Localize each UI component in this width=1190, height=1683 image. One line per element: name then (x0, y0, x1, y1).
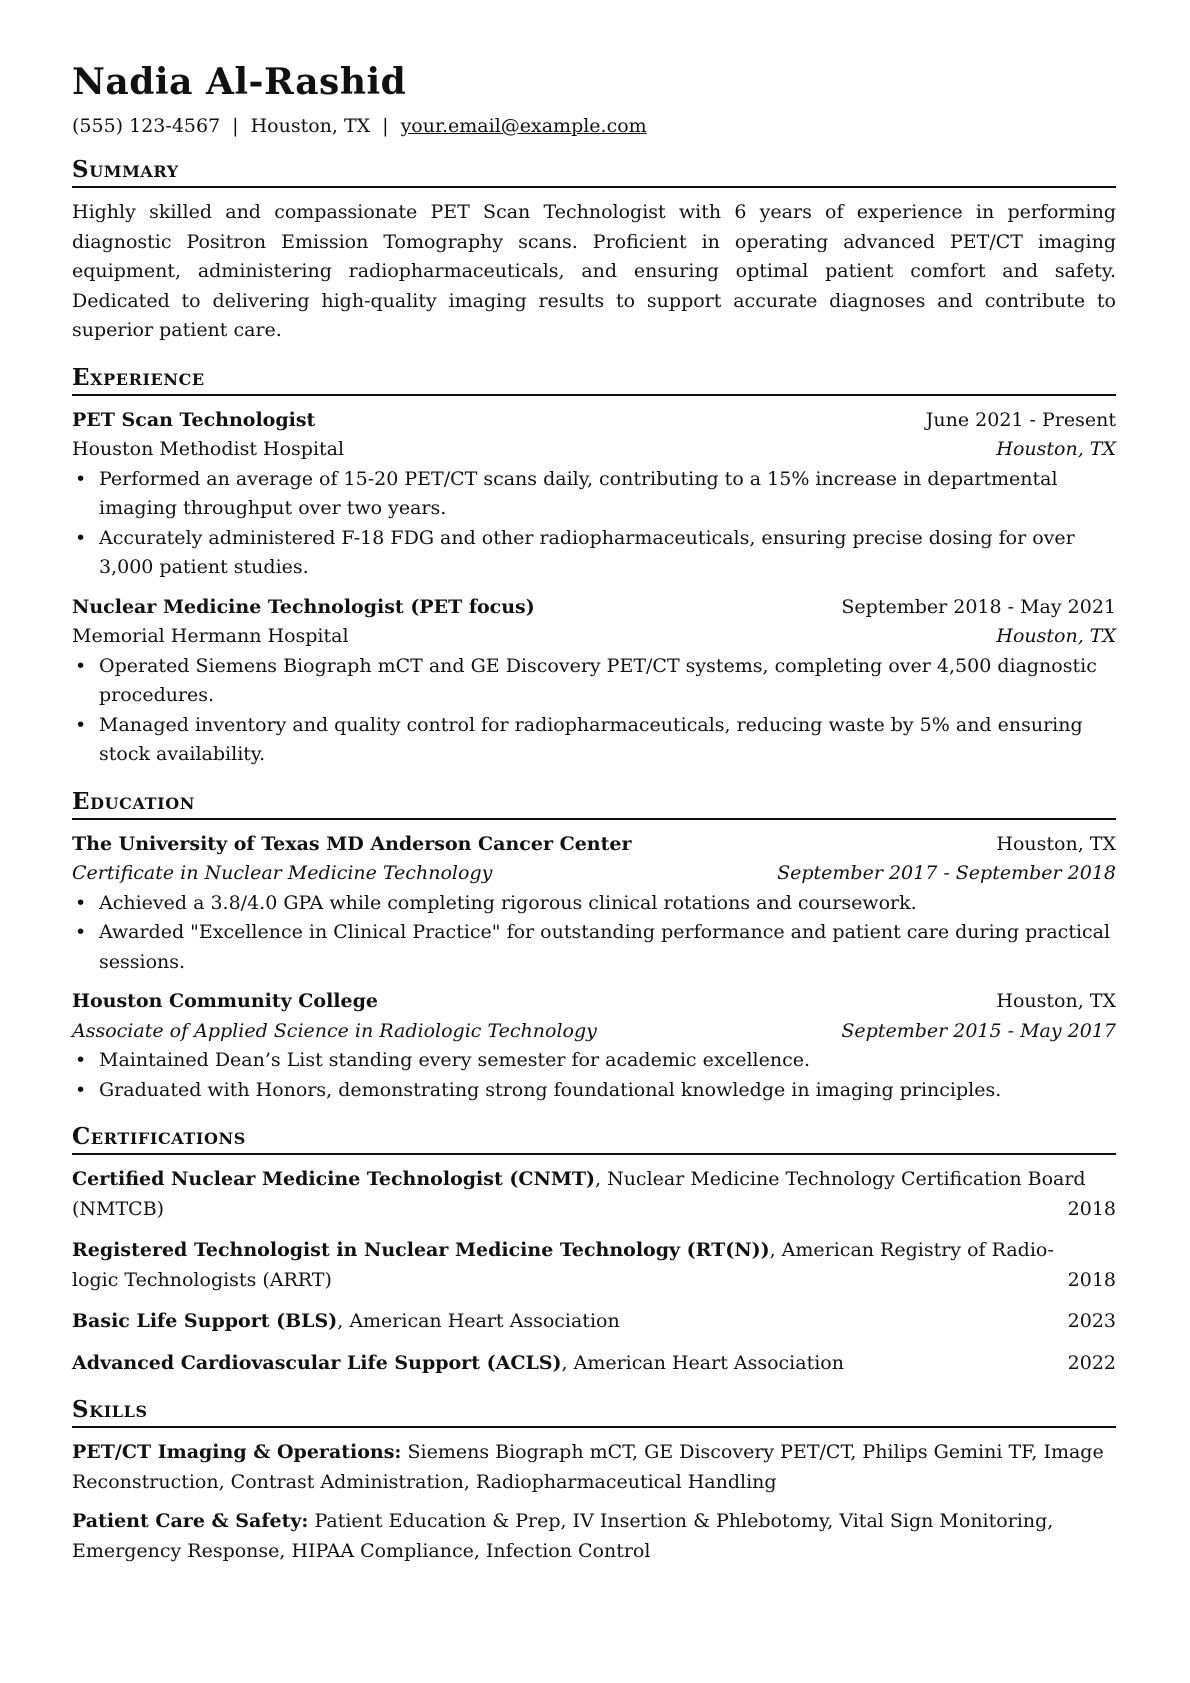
certification-year: 2018 (1067, 1268, 1116, 1291)
certification-issuer-cont: logic Technologists (ARRT) (72, 1268, 332, 1291)
certification-item (72, 1349, 1116, 1379)
school-location: Houston, TX (996, 990, 1116, 1012)
bullet-item: • Maintained Dean’s List standing every semester for academic excellence. (99, 1046, 1116, 1076)
education-dates: September 2017 - September 2018 (777, 862, 1116, 884)
job-bullets (72, 465, 1116, 583)
certification-year: 2023 (1067, 1310, 1116, 1332)
experience-section (72, 364, 1116, 770)
skill-group (72, 1507, 1116, 1566)
bullet-item: • Awarded "Excellence in Clinical Practice" for outstanding performance and patient care during practical sessions. (99, 918, 1116, 977)
certification-year: 2018 (1067, 1197, 1116, 1220)
bullet-item: • Managed inventory and quality control for radiopharmaceuticals, reducing waste by 5% and ensuring stock availability. (99, 711, 1116, 770)
certification-name: Registered Technologist in Nuclear Medicine Technology (RT(N)) (72, 1239, 770, 1261)
job-org: Houston Methodist Hospital (72, 438, 345, 460)
certification-issuer: , American Heart Association (561, 1351, 844, 1374)
skill-group-label: PET/CT Imaging & Operations: (72, 1441, 402, 1463)
bullet-item: • Accurately administered F-18 FDG and other radiopharmaceuticals, ensuring precise dosing for over 3,000 patient studies. (99, 524, 1116, 583)
job-role: PET Scan Technologist (72, 408, 316, 431)
education-entry (72, 830, 1116, 978)
degree: Certificate in Nuclear Medicine Technology (72, 862, 493, 884)
section-title: Education (72, 788, 1116, 820)
job-location: Houston, TX (996, 625, 1116, 647)
bullet-item: • Achieved a 3.8/4.0 GPA while completing rigorous clinical rotations and coursework. (99, 889, 1116, 919)
certification-issuer: , Nuclear Medicine Technology Certification Board (594, 1168, 1086, 1190)
separator: | (232, 115, 239, 137)
section-title: Certifications (72, 1123, 1116, 1155)
job-dates: September 2018 - May 2021 (841, 595, 1116, 618)
job-entry (72, 593, 1116, 770)
job-dates: June 2021 - Present (925, 408, 1116, 431)
skill-group-text: Siemens Biograph mCT, GE Discovery PET/CT, Philips Gemini TF, Image Reconstruction, Contrast Administration, Radiopharmaceutical Handling (72, 1441, 1104, 1493)
skill-group-text: Patient Education & Prep, IV Insertion & Phlebotomy, Vital Sign Monitoring, Emergency Response, HIPAA Compliance, Infection Control (72, 1510, 1054, 1562)
certification-name: Basic Life Support (BLS) (72, 1310, 338, 1332)
separator: | (382, 115, 389, 137)
summary-section (72, 156, 1116, 346)
job-org: Memorial Hermann Hospital (72, 625, 349, 647)
skill-group-label: Patient Care & Safety: (72, 1510, 309, 1532)
certifications-section (72, 1123, 1116, 1378)
certification-issuer: , American Registry of Radio- (769, 1239, 1054, 1261)
job-role: Nuclear Medicine Technologist (PET focus) (72, 595, 535, 618)
bullet-item: • Graduated with Honors, demonstrating strong foundational knowledge in imaging principles. (99, 1076, 1116, 1106)
candidate-name: Nadia Al-Rashid (72, 61, 407, 103)
job-location: Houston, TX (996, 438, 1116, 460)
school-name: The University of Texas MD Anderson Cancer Center (72, 832, 632, 855)
certification-item (72, 1307, 1116, 1337)
certification-year: 2022 (1067, 1351, 1116, 1374)
resume-page (72, 60, 1116, 1576)
education-section (72, 788, 1116, 1106)
education-dates: September 2015 - May 2017 (841, 1019, 1116, 1042)
education-entry (72, 987, 1116, 1105)
certification-item (72, 1165, 1116, 1224)
skill-group (72, 1438, 1116, 1497)
section-title: Summary (72, 156, 1116, 188)
location: Houston, TX (250, 115, 371, 137)
contact-line (72, 114, 1116, 138)
section-title: Experience (72, 364, 1116, 396)
bullet-item: • Performed an average of 15-20 PET/CT scans daily, contributing to a 15% increase in departmental imaging throughput over two years. (99, 465, 1116, 524)
email-link[interactable]: your.email@example.com (400, 115, 647, 137)
school-name: Houston Community College (72, 990, 378, 1012)
school-location: Houston, TX (996, 832, 1116, 855)
section-title: Skills (72, 1396, 1116, 1428)
education-bullets (72, 1046, 1116, 1105)
job-entry (72, 406, 1116, 583)
phone: (555) 123-4567 (72, 115, 221, 137)
job-bullets (72, 652, 1116, 770)
certification-issuer: , American Heart Association (337, 1310, 620, 1332)
summary-text: Highly skilled and compassionate PET Scan Technologist with 6 years of experience in performing diagnostic Positron Emission Tomography scans. Proficient in operating advanced PET/CT imaging equipment, administering radiopharmaceuticals, and ensuring optimal patient comfort and safety. Dedicated to delivering high-quality imaging results to support accurate diagnoses and contribute to superior patient care. (72, 201, 1116, 341)
skills-section (72, 1396, 1116, 1566)
certification-issuer-cont: (NMTCB) (72, 1197, 165, 1220)
bullet-item: • Operated Siemens Biograph mCT and GE Discovery PET/CT systems, completing over 4,500 diagnostic procedures. (99, 652, 1116, 711)
certification-item (72, 1236, 1116, 1295)
degree: Associate of Applied Science in Radiologic Technology (72, 1019, 597, 1042)
certification-name: Advanced Cardiovascular Life Support (ACLS) (72, 1351, 562, 1374)
education-bullets (72, 889, 1116, 978)
certification-name: Certified Nuclear Medicine Technologist (CNMT) (72, 1168, 595, 1190)
